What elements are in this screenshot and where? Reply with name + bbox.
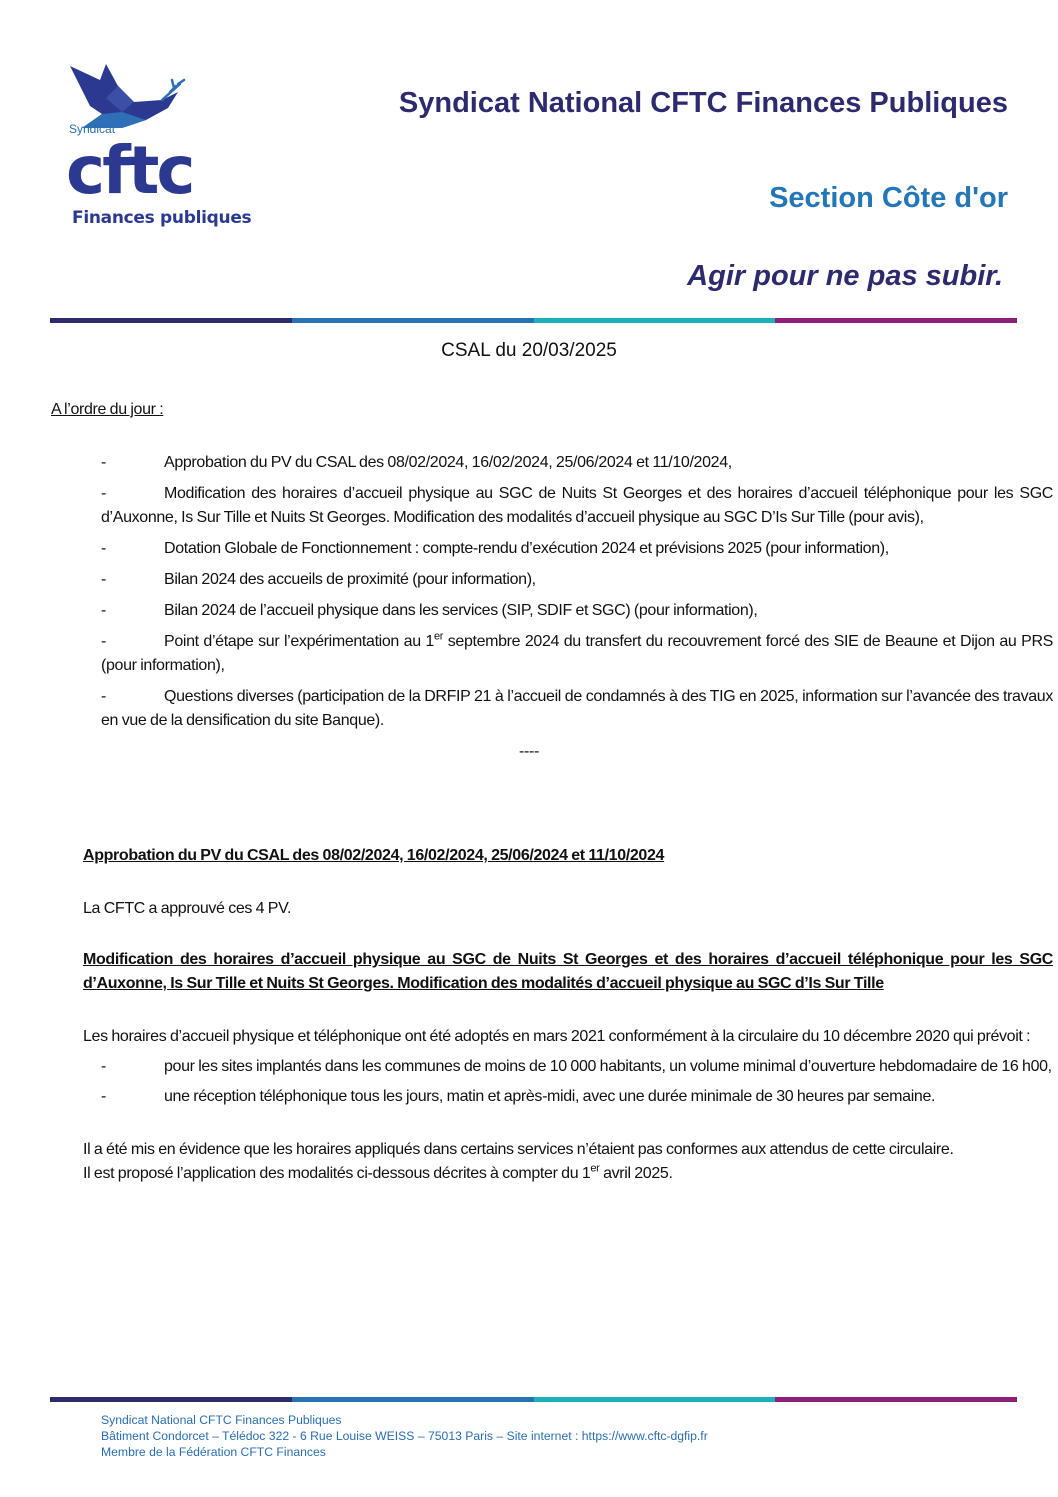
footer-line-address: Bâtiment Condorcet – Télédoc 322 - 6 Rue Louise WEISS – 75013 Paris – Site internet : https://www.cftc-dgfip.fr [101,1429,708,1443]
section-heading: Modification des horaires d’accueil physique au SGC de Nuits St Georges et des horaires d’accueil téléphonique pour les SGC d’Auxonne, Is Sur Tille et Nuits St Georges. Modification des modalités d’accueil physique au SGC d’Is Sur Tille [83,951,1053,992]
paragraph-text: Il est proposé l’application des modalités ci-dessous décrites à compter du 1 [83,1165,591,1182]
bar-segment [292,1397,534,1402]
agenda-item-text: Approbation du PV du CSAL des 08/02/2024, 16/02/2024, 25/06/2024 et 11/10/2024, [164,454,732,471]
agenda-item-text: Bilan 2024 de l’accueil physique dans les services (SIP, SDIF et SGC) (pour information), [164,602,758,619]
bullet-dash: - [101,454,106,471]
header-section: Section Côte d'or [769,182,1008,214]
bar-segment [50,318,292,323]
logo-syndicat-text: Syndicat [69,122,116,136]
agenda-item-text: Modification des horaires d’accueil physique au SGC de Nuits St Georges et des horaires d’accueil téléphonique pour les SGC d’Auxonne, Is Sur Tille et Nuits St Georges. Modification des modalités d’accueil physique au SGC D’Is Sur Tille (pour avis), [101,485,1053,526]
bullet-dash: - [101,485,106,502]
list-item-text: pour les sites implantés dans les communes de moins de 10 000 habitants, un volume minimal d’ouverture hebdomadaire de 16 h00, [164,1058,1052,1075]
agenda-item [101,568,1053,592]
paragraph-text: avril 2025. [599,1165,673,1182]
agenda-item-text: Questions diverses (participation de la DRFIP 21 à l’accueil de condamnés à des TIG en 2025, information sur l’avancée des travaux en vue de la densification du site Banque). [101,688,1053,729]
header-color-bar [50,318,1017,323]
section-paragraph: Les horaires d’accueil physique et téléphonique ont été adoptés en mars 2021 conformément à la circulaire du 10 décembre 2020 qui prévoit : [83,1028,1031,1045]
criteria-list [101,1055,1053,1109]
logo-wordmark: cftc [66,132,193,209]
bullet-dash: - [101,1088,106,1105]
document-title: CSAL du 20/03/2025 [441,340,617,361]
bar-segment [775,1397,1017,1402]
agenda-item-text: Dotation Globale de Fonctionnement : compte-rendu d’exécution 2024 et prévisions 2025 (pour information), [164,540,889,557]
agenda-item [101,537,1053,561]
section-paragraph [83,1162,1053,1186]
bar-segment [775,318,1017,323]
section-paragraph: Il a été mis en évidence que les horaires appliqués dans certains services n’étaient pas conformes aux attendus de cette circulaire. [83,1141,954,1158]
list-item [101,1085,1053,1109]
agenda-list [101,451,1053,764]
bar-segment [50,1397,292,1402]
logo-subtitle: Finances publiques [72,208,252,228]
superscript: er [433,630,444,643]
bullet-dash: - [101,540,106,557]
bullet-dash: - [101,633,106,650]
bullet-dash: - [101,688,106,705]
header-motto: Agir pour ne pas subir. [687,260,1003,292]
bar-segment [534,1397,776,1402]
list-item-text: une réception téléphonique tous les jours, matin et après-midi, avec une durée minimale de 30 heures par semaine. [164,1088,936,1105]
footer-color-bar [50,1397,1017,1402]
agenda-item [101,451,1053,475]
agenda-item [101,630,1053,678]
section-heading: Approbation du PV du CSAL des 08/02/2024, 16/02/2024, 25/06/2024 et 11/10/2024 [83,847,665,864]
footer-line-org: Syndicat National CFTC Finances Publiques [101,1413,342,1427]
superscript: er [590,1162,600,1175]
bullet-dash: - [101,602,106,619]
footer [101,1412,708,1460]
agenda-item-text: Bilan 2024 des accueils de proximité (pour information), [164,571,536,588]
agenda-item-text: septembre 2024 du transfert du recouvrement forcé des SIE de Beaune et Dijon au PRS (pour information), [101,633,1053,674]
bar-segment [534,318,776,323]
bullet-dash: - [101,571,106,588]
section-text: La CFTC a approuvé ces 4 PV. [83,900,292,917]
agenda-item [101,599,1053,623]
list-item [101,1055,1053,1079]
agenda-item [101,685,1053,733]
header-title: Syndicat National CFTC Finances Publiques [398,87,1008,119]
agenda-item [101,482,1053,530]
bar-segment [292,318,534,323]
bullet-dash: - [101,1058,106,1075]
agenda-label: A l’ordre du jour : [51,401,164,418]
footer-line-federation: Membre de la Fédération CFTC Finances [101,1445,326,1459]
separator: ---- [519,743,539,760]
document-body [83,844,1053,1186]
agenda-item-text: Point d’étape sur l’expérimentation au 1 [164,633,434,650]
